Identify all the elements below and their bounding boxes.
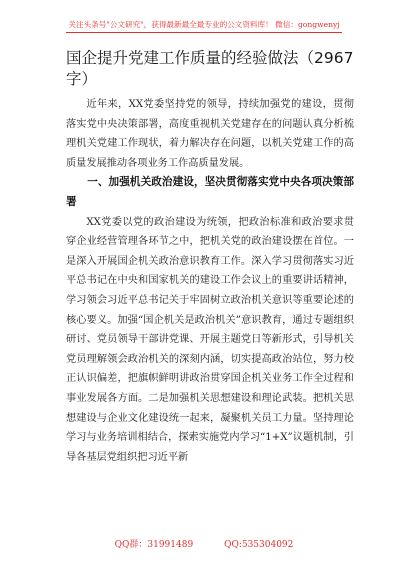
footer-qq-group: QQ群：31991489 [114, 540, 194, 550]
document-body [66, 95, 354, 467]
section-1-heading: 一、加强机关政治建设，坚决贯彻落实党中央各项决策部署 [66, 176, 354, 208]
document-title: 国企提升党建工作质量的经验做法（2967字） [66, 49, 354, 88]
header-banner-text: 关注头条号"公文研究"，获得最新最全最专业的公文资料库！ 微信：gongwenyj [66, 19, 341, 33]
footer-qq: QQ:535304092 [224, 540, 294, 550]
intro-paragraph: 近年来，XX党委坚持党的领导，持续加强党的建设，贯彻落实党中央决策部署，高度重视机关党建存在的问题认真分析梳理机关党建工作现状，着力解决存在问题，以机关党建工作的高质量发展推动各项业务工作高质量发展。 [66, 99, 354, 169]
header-banner [0, 12, 408, 33]
footer-contact [0, 537, 408, 550]
section-1-paragraph: XX党委以党的政治建设为统领，把政治标准和政治要求贯穿企业经营管理各环节之中，把机关党的政治建设摆在首位。一是深入开展国企机关政治意识教育工作。深入学习贯彻落实习近平总书记在中央和国家机关的建设工作会议上的重要讲话精神，学习领会习近平总书记关于牢固树立政治机关意识等重要论述的核心要义。加强“国企机关是政治机关”意识教育，通过专题组织研讨、党员领导干部讲党课、开展主题党日等新形式，引导机关党员理解领会政治机关的深刻内涵，切实提高政治站位，努力校正认识偏差，把旗帜鲜明讲政治贯穿国企机关业务工作全过程和事业发展各方面。二是加强机关思想建设和理论武装。把机关思想建设与企业文化建设统一起来，凝聚机关员工力量。坚持理论学习与业务培训相结合，探索实施党内学习“1+X”议题机制，引导各基层党组织把习近平新 [66, 216, 354, 463]
